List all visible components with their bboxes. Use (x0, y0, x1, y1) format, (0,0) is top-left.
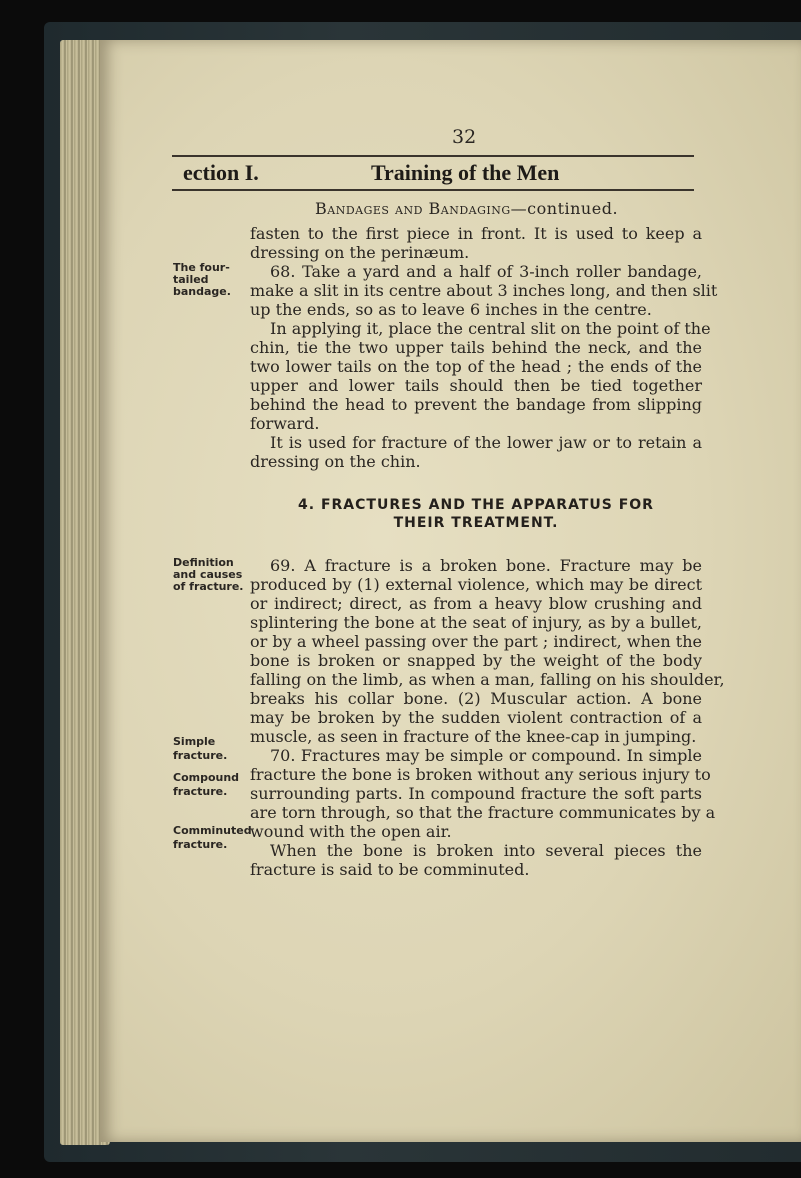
body-line: fracture is said to be comminuted. (250, 860, 530, 879)
body-line: or indirect; direct, as from a heavy blow crushing and (250, 594, 702, 613)
subhead-suffix: —continued. (510, 199, 619, 218)
body-line: muscle, as seen in fracture of the knee-cap in jumping. (250, 727, 697, 746)
sidenote-line: fracture. (173, 785, 228, 798)
sidenote-line: Comminuted (173, 824, 252, 837)
sidenote-comminuted-fracture (173, 824, 252, 852)
body-line: 70. Fractures may be simple or compound. In simple (270, 746, 702, 765)
body-line: upper and lower tails should then be tied together (250, 376, 702, 395)
sidenote-simple-fracture (173, 735, 227, 763)
body-line: splintering the bone at the seat of injury, as by a bullet, (250, 613, 702, 632)
body-line: fracture the bone is broken without any serious injury to (250, 765, 711, 784)
section-title-line-1: 4. FRACTURES AND THE APPARATUS FOR (298, 497, 654, 513)
sidenote-line: The four- (173, 261, 230, 274)
sidenote-compound-fracture (173, 771, 239, 799)
body-line: When the bone is broken into several pieces the (270, 841, 702, 860)
body-line: are torn through, so that the fracture communicates by a (250, 803, 716, 822)
sidenote-line: of fracture. (173, 580, 244, 593)
section-title-line-2: THEIR TREATMENT. (393, 515, 559, 531)
sidenote-line: tailed (173, 273, 209, 286)
body-line: forward. (250, 414, 320, 433)
body-line: 68. Take a yard and a half of 3-inch roller bandage, (270, 262, 702, 281)
top-rule (172, 155, 694, 157)
body-line: 69. A fracture is a broken bone. Fracture may be (270, 556, 702, 575)
body-line: may be broken by the sudden violent contraction of a (250, 708, 702, 727)
continued-subhead (315, 199, 618, 218)
body-line: behind the head to prevent the bandage from slipping (250, 395, 702, 414)
sidenote-line: fracture. (173, 838, 228, 851)
sidenote-line: Simple (173, 735, 216, 748)
body-line: In applying it, place the central slit on the point of the (270, 319, 711, 338)
body-line: or by a wheel passing over the part ; indirect, when the (250, 632, 702, 651)
subhead-word-and: and (395, 199, 423, 218)
sidenote-line: and causes (173, 568, 243, 581)
subhead-word-bandages: Bandages (315, 199, 390, 218)
page-number: 32 (452, 126, 477, 148)
body-line: make a slit in its centre about 3 inches long, and then slit (250, 281, 718, 300)
body-line: falling on the limb, as when a man, falling on his shoulder, (250, 670, 725, 689)
body-line: surrounding parts. In compound fracture the soft parts (250, 784, 702, 803)
body-line: wound with the open air. (250, 822, 452, 841)
body-line: two lower tails on the top of the head ; the ends of the (250, 357, 702, 376)
sidenote-definition-of-fracture (173, 557, 243, 593)
body-line: It is used for fracture of the lower jaw or to retain a (270, 433, 702, 452)
running-head-title: Training of the Men (371, 160, 560, 185)
sidenote-line: Compound (173, 771, 240, 784)
section-title (250, 496, 702, 532)
body-line: fasten to the first piece in front. It is used to keep a (250, 224, 702, 243)
body-line: chin, tie the two upper tails behind the neck, and the (250, 338, 702, 357)
sidenote-line: bandage. (173, 285, 231, 298)
body-line: dressing on the chin. (250, 452, 421, 471)
head-rule (172, 189, 694, 191)
sidenote-four-tailed-bandage (173, 262, 231, 298)
body-line: produced by (1) external violence, which may be direct (250, 575, 702, 594)
sidenote-line: fracture. (173, 749, 228, 762)
sidenote-line: Definition (173, 556, 234, 569)
body-line: up the ends, so as to leave 6 inches in the centre. (250, 300, 652, 319)
body-line: bone is broken or snapped by the weight of the body (250, 651, 702, 670)
subhead-word-bandaging: Bandaging (428, 199, 511, 218)
running-head-section: ection I. (183, 160, 259, 185)
body-line: dressing on the perinæum. (250, 243, 470, 262)
body-line: breaks his collar bone. (2) Muscular action. A bone (250, 689, 702, 708)
